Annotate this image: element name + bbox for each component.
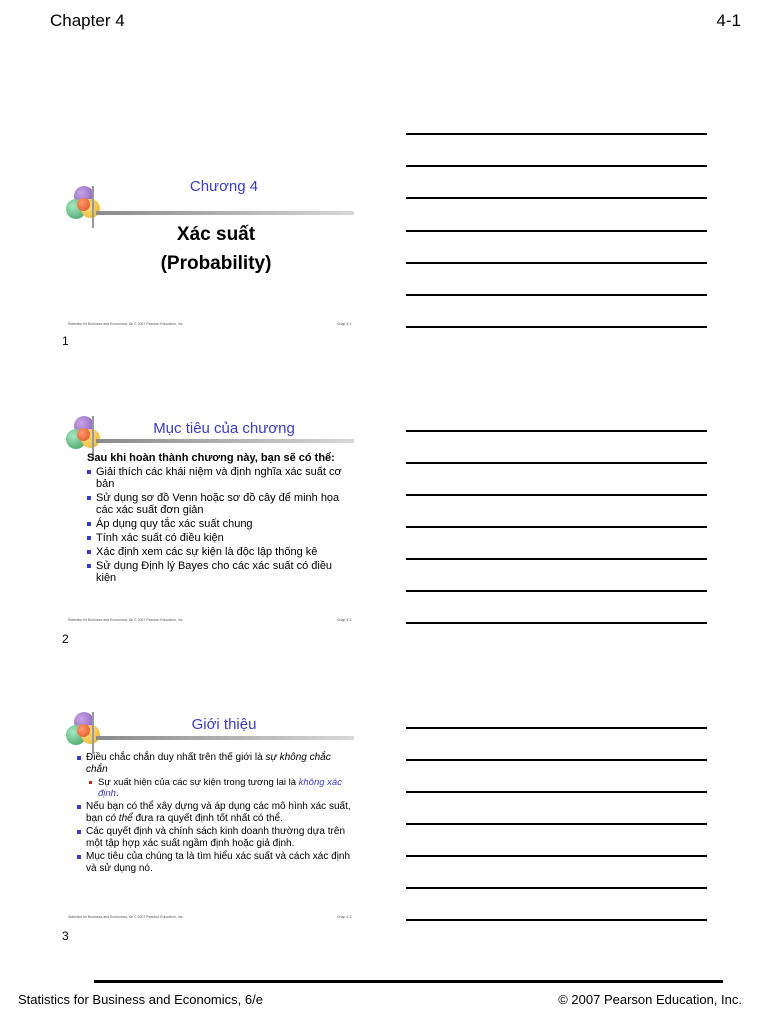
slide-1-number: 1	[62, 334, 69, 348]
slide-1-footer-right: Chap 4-1	[337, 322, 352, 326]
note-line	[406, 230, 707, 232]
note-line	[406, 759, 707, 761]
footer-copyright: © 2007 Pearson Education, Inc.	[558, 992, 742, 1007]
slide-1-subtitle: (Probability)	[160, 253, 272, 274]
list-item: Xác định xem các sự kiện là độc lập thống kê	[86, 546, 354, 558]
list-item: Tính xác suất có điều kiện	[86, 532, 354, 544]
note-line	[406, 791, 707, 793]
slide-3-title: Giới thiệu	[191, 716, 257, 733]
note-line	[406, 855, 707, 857]
note-line	[406, 197, 707, 199]
slide-logo-icon	[66, 186, 102, 228]
note-line	[406, 590, 707, 592]
list-item: Các quyết định và chính sách kinh doanh thường dựa trên một tập hợp xác suất ngầm định hoặc giả định.	[76, 826, 354, 849]
note-line	[406, 727, 707, 729]
page-header-number: 4-1	[716, 11, 741, 30]
slide-2-number: 2	[62, 632, 69, 646]
slide-title-rule	[96, 439, 354, 443]
note-line	[406, 919, 707, 921]
slide-2-title: Mục tiêu của chương	[153, 420, 295, 437]
slide-3-footer-right: Chap 4-3	[337, 915, 352, 919]
note-line	[406, 294, 707, 296]
note-line	[406, 430, 707, 432]
slide-title-rule	[96, 736, 354, 740]
note-line	[406, 558, 707, 560]
slide-3-number: 3	[62, 929, 69, 943]
slide-title-rule	[96, 211, 354, 215]
list-item: Sử dụng sơ đồ Venn hoặc sơ đồ cây để minh họa các xác suất đơn giản	[86, 492, 354, 516]
list-item: Điều chắc chắn duy nhất trên thế giới là sự không chắc chắn	[76, 752, 354, 775]
note-line	[406, 622, 707, 624]
note-line	[406, 823, 707, 825]
note-line	[406, 133, 707, 135]
slide-logo-icon	[66, 712, 102, 754]
slide-3-footer-left: Statistics for Business and Economics, 6e © 2007 Pearson Education, Inc.	[68, 915, 184, 919]
note-line	[406, 326, 707, 328]
note-line	[406, 262, 707, 264]
slide-3-bullet-list	[76, 752, 354, 876]
slide-2-bullet-list	[86, 466, 354, 586]
chapter-header: Chapter 4	[50, 11, 125, 30]
slide-2-footer-left: Statistics for Business and Economics, 6e © 2007 Pearson Education, Inc.	[68, 618, 184, 622]
list-item: Mục tiêu của chúng ta là tìm hiểu xác suất và cách xác định và sử dụng nó.	[76, 851, 354, 874]
slide-1-chapter: Chương 4	[189, 178, 259, 195]
slide-2-intro: Sau khi hoàn thành chương này, bạn sẽ có thể:	[87, 452, 335, 464]
list-item: Sự xuất hiện của các sự kiện trong tương lai là không xác định.	[76, 777, 354, 799]
list-item: Sử dụng Định lý Bayes cho các xác suất có điều kiện	[86, 560, 354, 584]
list-item: Nếu bạn có thể xây dựng và áp dụng các mô hình xác suất, bạn có thể đưa ra quyết định tốt nhất có thể.	[76, 801, 354, 824]
note-line	[406, 462, 707, 464]
note-line	[406, 165, 707, 167]
footer-book-title: Statistics for Business and Economics, 6/e	[18, 992, 263, 1007]
list-item: Áp dụng quy tắc xác suất chung	[86, 518, 354, 530]
slide-1-footer-left: Statistics for Business and Economics, 6e © 2007 Pearson Education, Inc.	[68, 322, 184, 326]
note-line	[406, 494, 707, 496]
slide-1-title: Xác suất	[176, 224, 256, 245]
note-line	[406, 526, 707, 528]
list-item: Giải thích các khái niệm và định nghĩa xác suất cơ bản	[86, 466, 354, 490]
note-line	[406, 887, 707, 889]
footer-rule	[94, 980, 723, 983]
slide-2-footer-right: Chap 4-2	[337, 618, 352, 622]
